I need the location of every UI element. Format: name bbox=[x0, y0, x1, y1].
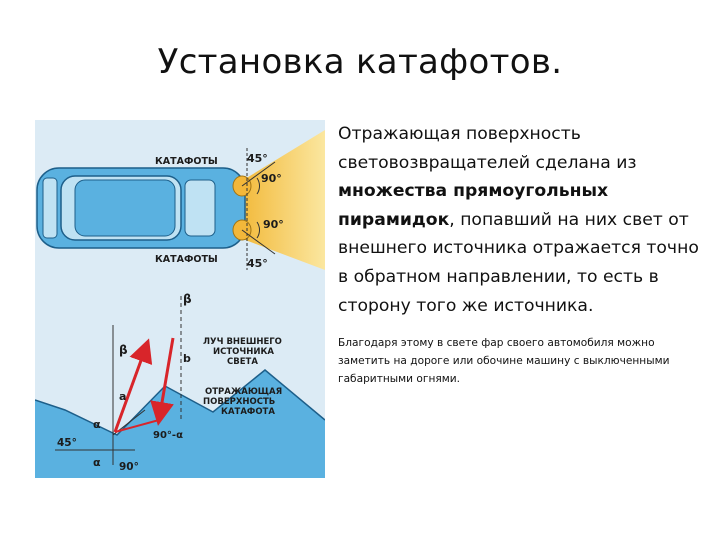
angle-45-lower: 45° bbox=[57, 437, 77, 449]
angle-90-bottom: 90° bbox=[263, 218, 284, 231]
main-paragraph bbox=[338, 120, 708, 320]
angle-45-top: 45° bbox=[247, 152, 268, 165]
label-katafoty-bottom: КАТАФОТЫ bbox=[155, 254, 218, 265]
alpha-bottom: α bbox=[93, 456, 101, 469]
retroreflector-figure bbox=[35, 120, 325, 478]
para-part-1: Отражающая поверхность световозвращателей сделана из bbox=[338, 124, 637, 173]
label-a: a bbox=[119, 390, 127, 403]
slide-title: Установка катафотов. bbox=[157, 42, 563, 82]
text-column bbox=[338, 120, 708, 388]
surface-label-1: ОТРАЖАЮЩАЯ bbox=[205, 387, 283, 397]
alpha-left: α bbox=[93, 418, 101, 431]
note-paragraph: Благодаря этому в свете фар своего автомобиля можно заметить на дороге или обочине машину с выключенными габаритными огнями. bbox=[338, 337, 670, 386]
car bbox=[37, 168, 245, 248]
angle-90-top: 90° bbox=[261, 172, 282, 185]
label-katafoty-top: КАТАФОТЫ bbox=[155, 156, 218, 167]
beam-label-1: ЛУЧ ВНЕШНЕГО bbox=[203, 337, 282, 347]
surface-label-2: ПОВЕРХНОСТЬ bbox=[203, 397, 276, 407]
surface-label-3: КАТАФОТА bbox=[221, 407, 275, 417]
beta-left: β bbox=[119, 343, 128, 357]
beam-label-2: ИСТОЧНИКА bbox=[213, 347, 274, 357]
para-bold: множества прямоугольных пирамидок bbox=[338, 181, 609, 230]
angle-90-minus-alpha: 90°-α bbox=[153, 430, 183, 441]
retroreflector-diagram bbox=[35, 120, 325, 478]
para-part-2: , попавший на них свет от внешнего источника отражается точно в обратном направлении, то есть в сторону того же источника. bbox=[338, 209, 699, 316]
angle-45-bottom: 45° bbox=[247, 257, 268, 270]
beta-top: β bbox=[183, 292, 192, 306]
label-b: b bbox=[183, 352, 191, 365]
angle-90-lower: 90° bbox=[119, 461, 139, 473]
beam-label-3: СВЕТА bbox=[227, 357, 258, 367]
